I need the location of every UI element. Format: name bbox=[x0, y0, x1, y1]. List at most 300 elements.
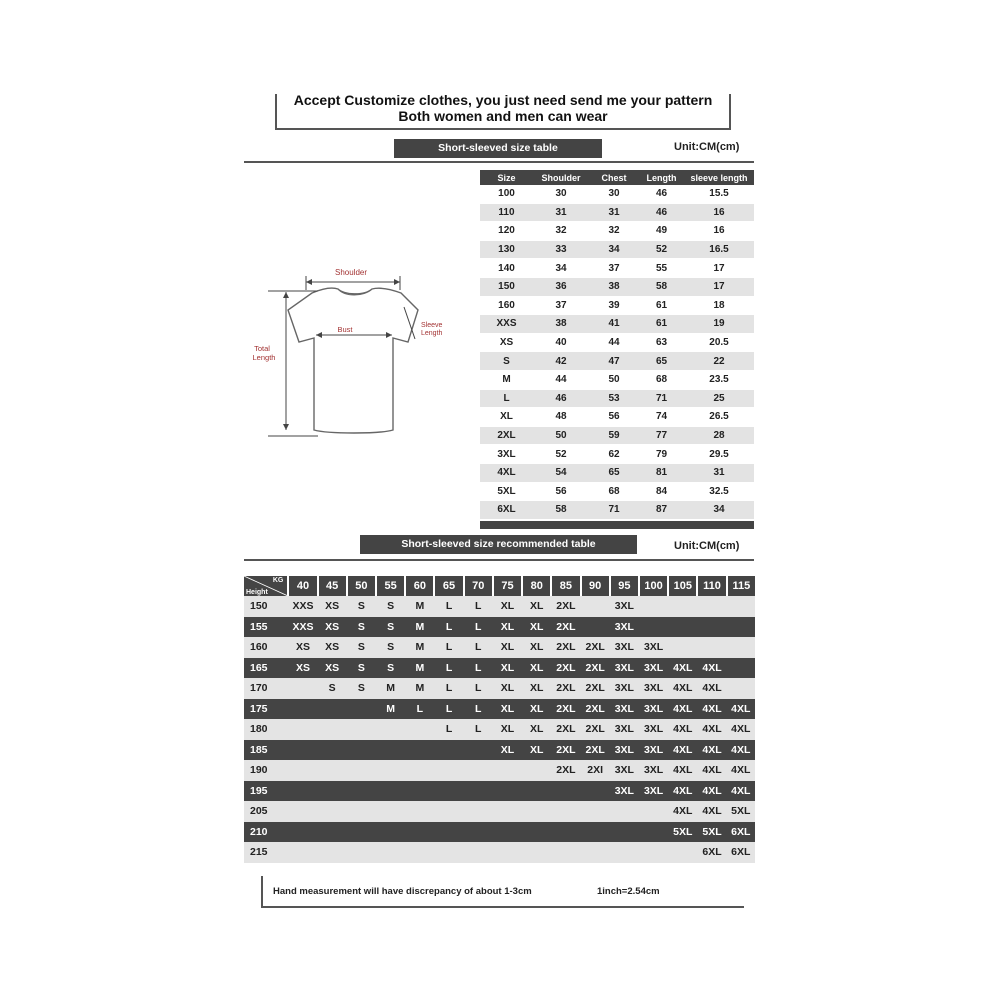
kg-header: 105 bbox=[668, 576, 697, 596]
size-table-cell: M bbox=[480, 370, 533, 389]
size-table-cell: 44 bbox=[533, 370, 589, 389]
recommend-size-cell: L bbox=[464, 617, 493, 638]
recommend-size-cell bbox=[610, 801, 639, 822]
kg-header: 100 bbox=[639, 576, 668, 596]
recommend-size-cell bbox=[639, 842, 668, 863]
recommend-size-cell bbox=[551, 822, 580, 843]
recommend-size-cell bbox=[347, 760, 376, 781]
recommend-size-cell bbox=[347, 740, 376, 761]
recommend-size-cell bbox=[434, 822, 463, 843]
size-table bbox=[480, 170, 754, 520]
size-table-row bbox=[480, 222, 754, 241]
recommend-size-cell: 4XL bbox=[727, 699, 755, 720]
recommend-size-cell bbox=[522, 822, 551, 843]
size-table-cell: 58 bbox=[639, 277, 684, 296]
height-cell: 215 bbox=[244, 842, 288, 863]
recommend-size-cell: 4XL bbox=[697, 678, 726, 699]
recommend-size-cell bbox=[288, 740, 317, 761]
size-table-cell: 31 bbox=[589, 203, 639, 222]
recommend-row bbox=[244, 617, 755, 638]
recommend-row bbox=[244, 781, 755, 802]
recommend-size-cell: 3XL bbox=[610, 596, 639, 617]
recommend-size-cell bbox=[464, 740, 493, 761]
recommend-size-cell bbox=[697, 617, 726, 638]
size-table-cell: 52 bbox=[533, 445, 589, 464]
recommend-size-cell bbox=[610, 822, 639, 843]
size-table-cell: L bbox=[480, 389, 533, 408]
recommend-size-cell bbox=[697, 637, 726, 658]
size-table-cell: 37 bbox=[533, 296, 589, 315]
recommend-size-cell: M bbox=[376, 678, 405, 699]
height-cell: 175 bbox=[244, 699, 288, 720]
size-table-cell: 6XL bbox=[480, 501, 533, 520]
sleeve-label-2: Length bbox=[421, 330, 443, 337]
recommend-size-cell bbox=[493, 822, 522, 843]
kg-header: 75 bbox=[493, 576, 522, 596]
size-table-cell: 30 bbox=[589, 185, 639, 203]
size-table-cell: 16.5 bbox=[684, 240, 754, 259]
size-table-cell: 31 bbox=[533, 203, 589, 222]
recommend-size-cell: 3XL bbox=[610, 637, 639, 658]
recommend-size-cell: 2XL bbox=[581, 658, 610, 679]
recommend-size-cell bbox=[347, 719, 376, 740]
recommend-size-cell: 3XL bbox=[639, 719, 668, 740]
recommend-size-cell: 4XL bbox=[697, 658, 726, 679]
size-table-row bbox=[480, 501, 754, 520]
size-table-cell: 71 bbox=[589, 501, 639, 520]
total-length-label-2: Length bbox=[252, 353, 276, 362]
recommend-size-cell bbox=[551, 801, 580, 822]
recommend-size-cell: 4XL bbox=[668, 801, 697, 822]
height-cell: 170 bbox=[244, 678, 288, 699]
size-table-cell: 61 bbox=[639, 315, 684, 334]
size-table-header-row bbox=[480, 170, 754, 185]
recommend-size-cell bbox=[522, 801, 551, 822]
size-table-cell: 140 bbox=[480, 259, 533, 278]
size-table-header: Chest bbox=[589, 170, 639, 185]
size-table-cell: XL bbox=[480, 408, 533, 427]
recommend-size-cell bbox=[376, 740, 405, 761]
recommend-size-cell: 3XL bbox=[639, 699, 668, 720]
size-table-cell: 34 bbox=[533, 259, 589, 278]
recommend-size-cell bbox=[464, 760, 493, 781]
kg-header: 110 bbox=[697, 576, 726, 596]
recommend-size-cell bbox=[639, 822, 668, 843]
bust-label: Bust bbox=[337, 325, 353, 334]
recommend-size-cell bbox=[288, 678, 317, 699]
recommend-size-cell: 5XL bbox=[668, 822, 697, 843]
recommend-size-cell bbox=[347, 822, 376, 843]
recommend-size-cell: 3XL bbox=[610, 699, 639, 720]
recommend-size-cell: 4XL bbox=[697, 719, 726, 740]
recommend-size-cell bbox=[697, 596, 726, 617]
size-table-cell: 32 bbox=[589, 222, 639, 241]
recommend-row bbox=[244, 699, 755, 720]
recommend-size-cell: XS bbox=[318, 596, 347, 617]
size-table-cell: XS bbox=[480, 333, 533, 352]
recommend-size-cell bbox=[581, 801, 610, 822]
height-cell: 205 bbox=[244, 801, 288, 822]
recommend-row bbox=[244, 822, 755, 843]
recommend-size-cell: XL bbox=[493, 617, 522, 638]
recommend-size-cell: 4XL bbox=[727, 781, 755, 802]
recommend-size-cell bbox=[434, 842, 463, 863]
recommend-size-cell bbox=[434, 760, 463, 781]
recommend-size-cell bbox=[493, 781, 522, 802]
size-section-divider bbox=[244, 161, 754, 163]
size-table-row bbox=[480, 370, 754, 389]
size-table-cell: 34 bbox=[684, 501, 754, 520]
recommend-size-cell: 3XL bbox=[610, 760, 639, 781]
recommend-size-cell: 2XL bbox=[551, 678, 580, 699]
recommend-size-cell bbox=[405, 719, 434, 740]
size-table-cell: 25 bbox=[684, 389, 754, 408]
size-table-cell: 34 bbox=[589, 240, 639, 259]
recommend-size-cell bbox=[464, 842, 493, 863]
recommend-size-cell: M bbox=[405, 658, 434, 679]
recommend-size-cell: 4XL bbox=[727, 740, 755, 761]
recommend-size-cell: XXS bbox=[288, 617, 317, 638]
size-table-cell: 4XL bbox=[480, 463, 533, 482]
size-table-row bbox=[480, 296, 754, 315]
recommend-size-cell: L bbox=[434, 699, 463, 720]
recommend-size-cell: 2XL bbox=[551, 658, 580, 679]
size-table-cell: 62 bbox=[589, 445, 639, 464]
recommend-size-cell bbox=[318, 842, 347, 863]
recommend-size-cell: 3XL bbox=[610, 658, 639, 679]
size-table-row bbox=[480, 389, 754, 408]
size-table-cell: 120 bbox=[480, 222, 533, 241]
recommend-row bbox=[244, 801, 755, 822]
size-table-header: Size bbox=[480, 170, 533, 185]
recommend-size-cell bbox=[551, 842, 580, 863]
size-table-cell: 30 bbox=[533, 185, 589, 203]
recommend-size-cell: L bbox=[464, 596, 493, 617]
recommend-size-cell: 6XL bbox=[727, 822, 755, 843]
size-table-cell: 53 bbox=[589, 389, 639, 408]
size-table-cell: 46 bbox=[533, 389, 589, 408]
size-table-cell: 150 bbox=[480, 277, 533, 296]
recommend-size-cell bbox=[376, 781, 405, 802]
size-table-cell: 110 bbox=[480, 203, 533, 222]
shoulder-arrow-head-right bbox=[394, 279, 400, 285]
recommend-size-cell: 2XL bbox=[581, 699, 610, 720]
recommend-size-cell bbox=[288, 822, 317, 843]
size-table-cell: 38 bbox=[589, 277, 639, 296]
recommend-table-corner bbox=[244, 576, 288, 596]
recommend-size-cell bbox=[727, 658, 755, 679]
recommend-size-cell bbox=[639, 801, 668, 822]
recommend-size-cell bbox=[376, 719, 405, 740]
size-table-cell: 50 bbox=[589, 370, 639, 389]
size-table-cell: 65 bbox=[639, 352, 684, 371]
recommend-size-cell bbox=[347, 842, 376, 863]
height-cell: 155 bbox=[244, 617, 288, 638]
size-table-cell: 100 bbox=[480, 185, 533, 203]
size-table-cell: 41 bbox=[589, 315, 639, 334]
size-table-cell: 22 bbox=[684, 352, 754, 371]
recommend-size-cell bbox=[288, 760, 317, 781]
kg-header: 70 bbox=[464, 576, 493, 596]
recommend-size-cell: XXS bbox=[288, 596, 317, 617]
recommend-size-cell: 4XL bbox=[697, 699, 726, 720]
tshirt-diagram bbox=[244, 260, 464, 445]
recommend-size-cell: S bbox=[347, 678, 376, 699]
recommend-size-cell bbox=[318, 740, 347, 761]
recommend-size-cell bbox=[727, 678, 755, 699]
recommend-size-cell bbox=[639, 596, 668, 617]
recommend-size-cell bbox=[493, 842, 522, 863]
size-table-cell: 46 bbox=[639, 185, 684, 203]
recommend-size-cell: M bbox=[405, 637, 434, 658]
size-table-cell: 54 bbox=[533, 463, 589, 482]
size-table-row bbox=[480, 277, 754, 296]
height-cell: 185 bbox=[244, 740, 288, 761]
recommend-size-cell bbox=[522, 781, 551, 802]
recommend-size-cell: S bbox=[376, 596, 405, 617]
shoulder-label: Shoulder bbox=[334, 268, 368, 277]
recommend-size-cell bbox=[464, 781, 493, 802]
kg-header: 80 bbox=[522, 576, 551, 596]
size-table-row bbox=[480, 352, 754, 371]
recommend-size-cell bbox=[727, 637, 755, 658]
height-cell: 180 bbox=[244, 719, 288, 740]
total-length-arrow-head-bottom bbox=[283, 424, 289, 430]
kg-header: 60 bbox=[405, 576, 434, 596]
kg-header: 65 bbox=[434, 576, 463, 596]
recommend-size-cell: 4XL bbox=[668, 740, 697, 761]
recommend-size-cell: S bbox=[376, 658, 405, 679]
recommend-size-cell: 4XL bbox=[668, 678, 697, 699]
recommend-size-cell bbox=[581, 822, 610, 843]
recommend-size-cell: XL bbox=[522, 719, 551, 740]
recommend-size-cell: S bbox=[376, 637, 405, 658]
heading-line-2: Both women and men can wear bbox=[398, 108, 608, 124]
recommend-size-cell: 4XL bbox=[697, 740, 726, 761]
size-table-cell: 47 bbox=[589, 352, 639, 371]
recommend-size-cell bbox=[347, 781, 376, 802]
size-table-cell: 130 bbox=[480, 240, 533, 259]
recommend-row bbox=[244, 842, 755, 863]
recommend-size-cell: 2XI bbox=[581, 760, 610, 781]
recommend-size-cell bbox=[434, 781, 463, 802]
recommend-size-cell: XL bbox=[493, 596, 522, 617]
size-table-cell: 61 bbox=[639, 296, 684, 315]
recommend-size-cell bbox=[493, 801, 522, 822]
size-table-cell: 29.5 bbox=[684, 445, 754, 464]
recommend-size-cell bbox=[376, 801, 405, 822]
size-table-cell: 32 bbox=[533, 222, 589, 241]
recommend-size-cell: XL bbox=[493, 740, 522, 761]
corner-kg-label: KG bbox=[272, 577, 284, 584]
recommend-size-cell bbox=[288, 842, 317, 863]
size-table-cell: S bbox=[480, 352, 533, 371]
recommend-size-cell bbox=[464, 801, 493, 822]
size-table-footer-bar bbox=[480, 521, 754, 529]
size-table-cell: 15.5 bbox=[684, 185, 754, 203]
size-table-cell: 81 bbox=[639, 463, 684, 482]
size-table-row bbox=[480, 463, 754, 482]
height-cell: 210 bbox=[244, 822, 288, 843]
recommend-size-cell: M bbox=[376, 699, 405, 720]
recommend-size-cell bbox=[522, 842, 551, 863]
kg-header: 40 bbox=[288, 576, 317, 596]
recommend-size-cell: 3XL bbox=[610, 719, 639, 740]
recommend-size-cell: L bbox=[434, 637, 463, 658]
recommend-size-cell bbox=[668, 842, 697, 863]
recommend-size-cell bbox=[318, 699, 347, 720]
size-table-cell: 28 bbox=[684, 426, 754, 445]
recommend-size-cell: 4XL bbox=[668, 760, 697, 781]
recommend-size-cell: L bbox=[464, 658, 493, 679]
recommend-size-cell: XS bbox=[288, 637, 317, 658]
recommend-size-cell bbox=[405, 842, 434, 863]
recommend-size-cell: S bbox=[318, 678, 347, 699]
size-table-cell: 59 bbox=[589, 426, 639, 445]
size-table-cell: 74 bbox=[639, 408, 684, 427]
recommend-size-cell: 2XL bbox=[581, 740, 610, 761]
recommend-size-cell bbox=[551, 781, 580, 802]
size-table-cell: 68 bbox=[589, 482, 639, 501]
recommend-size-cell: L bbox=[434, 719, 463, 740]
recommend-row bbox=[244, 719, 755, 740]
heading-line-1: Accept Customize clothes, you just need send me your pattern bbox=[293, 92, 713, 108]
recommend-size-cell: L bbox=[434, 658, 463, 679]
tshirt-outline bbox=[288, 288, 418, 433]
recommend-size-cell bbox=[434, 801, 463, 822]
recommend-size-cell: XL bbox=[522, 658, 551, 679]
recommend-size-cell bbox=[727, 617, 755, 638]
recommend-size-cell: L bbox=[464, 699, 493, 720]
recommend-table bbox=[244, 576, 755, 863]
size-table-cell: 20.5 bbox=[684, 333, 754, 352]
total-length-arrow-head-top bbox=[283, 292, 289, 298]
corner-height-label: Height bbox=[246, 589, 268, 596]
height-cell: 195 bbox=[244, 781, 288, 802]
recommend-size-cell bbox=[288, 781, 317, 802]
recommend-size-cell: XS bbox=[318, 617, 347, 638]
recommend-size-cell: L bbox=[434, 596, 463, 617]
sleeve-label-1: Sleeve bbox=[421, 322, 443, 329]
size-table-cell: 56 bbox=[533, 482, 589, 501]
size-table-cell: 16 bbox=[684, 203, 754, 222]
recommend-size-cell: 4XL bbox=[727, 760, 755, 781]
recommend-size-cell: 3XL bbox=[639, 637, 668, 658]
recommend-size-cell: 3XL bbox=[610, 740, 639, 761]
recommend-table-unit: Unit:CM(cm) bbox=[674, 540, 740, 552]
recommend-size-cell bbox=[581, 596, 610, 617]
recommend-size-cell: S bbox=[347, 596, 376, 617]
recommend-size-cell: 2XL bbox=[551, 637, 580, 658]
recommend-size-cell bbox=[318, 719, 347, 740]
recommend-row bbox=[244, 678, 755, 699]
recommend-size-cell: 4XL bbox=[697, 781, 726, 802]
recommend-size-cell: 3XL bbox=[639, 740, 668, 761]
recommend-size-cell: S bbox=[347, 658, 376, 679]
size-table-cell: 63 bbox=[639, 333, 684, 352]
size-table-header: Shoulder bbox=[533, 170, 589, 185]
recommend-size-cell bbox=[376, 822, 405, 843]
recommend-size-cell: S bbox=[376, 617, 405, 638]
size-table-cell: 52 bbox=[639, 240, 684, 259]
size-table-cell: 38 bbox=[533, 315, 589, 334]
size-table-row bbox=[480, 240, 754, 259]
recommend-size-cell: L bbox=[434, 617, 463, 638]
recommend-size-cell bbox=[493, 760, 522, 781]
recommend-size-cell: 3XL bbox=[639, 781, 668, 802]
recommend-row bbox=[244, 658, 755, 679]
size-table-cell: 58 bbox=[533, 501, 589, 520]
size-table-row bbox=[480, 445, 754, 464]
recommend-size-cell: 3XL bbox=[639, 658, 668, 679]
size-table-cell: 84 bbox=[639, 482, 684, 501]
recommend-row bbox=[244, 760, 755, 781]
size-table-cell: 26.5 bbox=[684, 408, 754, 427]
recommend-size-cell: XL bbox=[522, 678, 551, 699]
kg-header: 50 bbox=[347, 576, 376, 596]
recommend-size-cell bbox=[376, 842, 405, 863]
size-table-cell: 48 bbox=[533, 408, 589, 427]
height-cell: 190 bbox=[244, 760, 288, 781]
recommend-size-cell bbox=[668, 596, 697, 617]
size-table-row bbox=[480, 203, 754, 222]
recommend-size-cell: L bbox=[464, 678, 493, 699]
recommend-size-cell bbox=[610, 842, 639, 863]
size-table-unit: Unit:CM(cm) bbox=[674, 141, 740, 153]
size-table-label: Short-sleeved size table bbox=[394, 139, 602, 158]
recommend-size-cell: L bbox=[434, 678, 463, 699]
size-table-cell: 87 bbox=[639, 501, 684, 520]
recommend-size-cell: S bbox=[347, 637, 376, 658]
kg-header: 90 bbox=[581, 576, 610, 596]
recommend-size-cell bbox=[318, 760, 347, 781]
recommend-size-cell: 2XL bbox=[551, 596, 580, 617]
size-table-cell: 23.5 bbox=[684, 370, 754, 389]
recommend-size-cell bbox=[347, 699, 376, 720]
recommend-size-cell: L bbox=[464, 719, 493, 740]
recommend-size-cell: 3XL bbox=[610, 678, 639, 699]
recommend-size-cell: XL bbox=[522, 617, 551, 638]
recommend-size-cell: L bbox=[464, 637, 493, 658]
recommend-size-cell bbox=[581, 781, 610, 802]
size-table-cell: 17 bbox=[684, 259, 754, 278]
recommend-size-cell: XL bbox=[522, 699, 551, 720]
recommend-size-cell bbox=[318, 822, 347, 843]
kg-header: 45 bbox=[318, 576, 347, 596]
recommend-table-header-row bbox=[244, 576, 755, 596]
heading-box bbox=[275, 94, 731, 130]
recommend-size-cell bbox=[405, 740, 434, 761]
recommend-size-cell: M bbox=[405, 596, 434, 617]
recommend-size-cell: 3XL bbox=[610, 781, 639, 802]
size-table-row bbox=[480, 315, 754, 334]
recommend-size-cell bbox=[405, 801, 434, 822]
recommend-row bbox=[244, 740, 755, 761]
kg-header: 115 bbox=[727, 576, 755, 596]
recommend-row bbox=[244, 637, 755, 658]
total-length-label-1: Total bbox=[254, 344, 270, 353]
recommend-size-cell bbox=[288, 719, 317, 740]
recommend-size-cell bbox=[405, 822, 434, 843]
size-table-row bbox=[480, 408, 754, 427]
size-table-row bbox=[480, 426, 754, 445]
recommend-size-cell bbox=[347, 801, 376, 822]
recommend-size-cell bbox=[318, 781, 347, 802]
recommend-size-cell bbox=[581, 617, 610, 638]
recommend-size-cell bbox=[405, 760, 434, 781]
recommend-size-cell bbox=[581, 842, 610, 863]
size-table-cell: 3XL bbox=[480, 445, 533, 464]
